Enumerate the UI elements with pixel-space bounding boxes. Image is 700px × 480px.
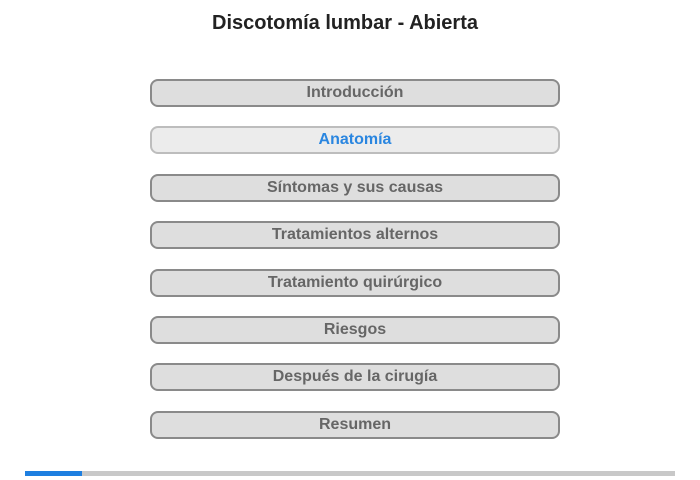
page-title: Discotomía lumbar - Abierta [212,12,478,34]
progress-bar [25,471,675,476]
menu-item-resumen[interactable]: Resumen [150,411,560,439]
progress-bar-fill [25,471,82,476]
menu-item-riesgos[interactable]: Riesgos [150,316,560,344]
menu-item-despues-cirugia[interactable]: Después de la cirugía [150,363,560,391]
menu-item-introduccion[interactable]: Introducción [150,79,560,107]
chapter-menu [150,79,560,458]
menu-item-anatomia[interactable]: Anatomía [150,126,560,154]
menu-item-tratamientos-alternos[interactable]: Tratamientos alternos [150,221,560,249]
menu-item-tratamiento-quirurgico[interactable]: Tratamiento quirúrgico [150,269,560,297]
menu-item-sintomas[interactable]: Síntomas y sus causas [150,174,560,202]
